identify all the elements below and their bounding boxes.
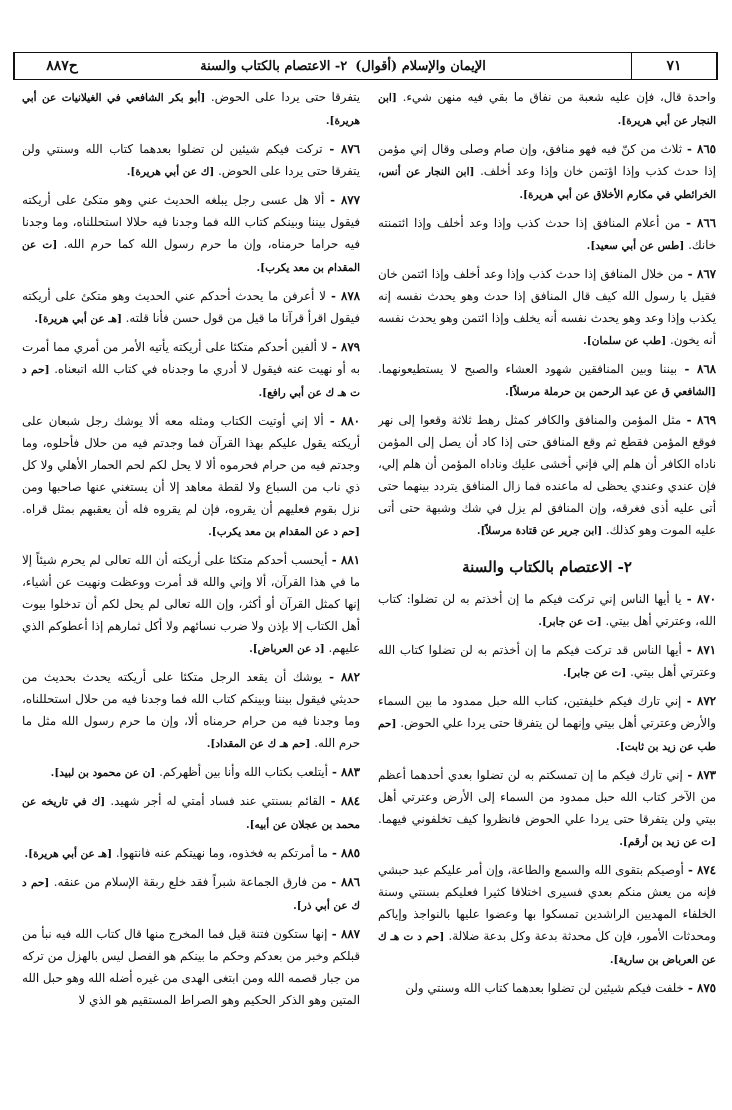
number-dash: -	[322, 670, 341, 684]
hadith-text: أيتلعب بكتاب الله وأنا بين أظهركم.	[159, 765, 328, 779]
number-dash: -	[324, 193, 341, 207]
hadith-entry	[22, 790, 360, 836]
number-dash: -	[680, 216, 697, 230]
hadith-source: [ت عن جابر].	[538, 616, 602, 628]
hadith-range: ح٨٨٧	[14, 53, 109, 79]
hadith-source: [ك عن أبي هريرة].	[126, 166, 215, 178]
hadith-source: [ك في تاريخه عن محمد بن عجلان عن أبيه].	[22, 796, 360, 831]
number-dash: -	[677, 362, 697, 376]
hadith-text: تركت فيكم شيئين لن تضلوا بعدهما كتاب الله وسنتي ولن يتفرقا حتى يردا على الحوض.	[22, 142, 360, 178]
hadith-source: [حم هـ ك عن المقداد].	[206, 738, 311, 750]
hadith-entry	[378, 859, 716, 971]
number-dash: -	[326, 875, 341, 889]
hadith-entry	[22, 189, 360, 279]
hadith-number: ٨٧٥	[696, 981, 716, 995]
right-column	[378, 86, 716, 1096]
right-column-entries-after	[378, 588, 716, 999]
hadith-entry	[378, 764, 716, 853]
number-dash: -	[681, 142, 697, 156]
hadith-number: ٨٦٩	[696, 413, 716, 427]
number-dash: -	[682, 768, 697, 782]
hadith-text: بيننا وبين المنافقين شهود العشاء والصبح لا يستطيعونهما.	[378, 362, 678, 376]
hadith-number: ٨٧٦	[340, 142, 360, 156]
hadith-number: ٨٨٤	[340, 794, 360, 808]
hadith-number: ٨٨٢	[340, 670, 360, 684]
hadith-source: [الشافعي ق عن عبد الرحمن بن حرملة مرسلاً].	[505, 386, 716, 398]
hadith-number: ٨٧٩	[340, 340, 360, 354]
hadith-entry	[378, 212, 716, 257]
hadith-source: [ابن جرير عن قتادة مرسلاً].	[476, 525, 603, 537]
hadith-text: إنها ستكون فتنة قيل فما المخرج منها قال كتاب الله فيه نبأ من قبلكم وخبر من بعدكم وحكم ما بينكم هو الفصل ليس بالهزل من تركه من جبار قصمه الله ومن ابتغى الهدى من غيره أضله الله وهو حبل الله المتين وهو الذكر الحكيم وهو الصراط المستقيم هو الذي لا	[22, 927, 360, 1007]
hadith-entry	[22, 86, 360, 132]
hadith-source: [طس عن أبي سعيد].	[586, 240, 685, 252]
hadith-source: [ابن النجار عن أنس، الخرائطي في مكارم الأخلاق عن أبي هريرة].	[378, 166, 716, 201]
hadith-entry	[378, 86, 716, 132]
hadith-text: لا أعرفن ما يحدث أحدكم عني الحديث وهو متكئ على أريكته فيقول اقرأ قرآنا ما قيل من قول حسن فأنا قلته.	[22, 289, 360, 325]
hadith-entry	[378, 639, 716, 684]
hadith-entry	[378, 358, 716, 403]
hadith-entry	[378, 690, 716, 758]
hadith-text: ما أمرتكم به فخذوه، وما نهيتكم عنه فانتهوا.	[115, 846, 328, 860]
hadith-entry	[22, 871, 360, 917]
hadith-source: [حم د عن المقدام بن معد يكرب].	[208, 526, 360, 538]
hadith-source: [طب عن سلمان].	[583, 335, 667, 347]
hadith-source: [حم د ت هـ ك عن أبي رافع].	[22, 364, 360, 399]
hadith-number: ٨٨٦	[341, 875, 360, 889]
hadith-entry	[22, 549, 360, 660]
hadith-entry	[22, 761, 360, 784]
hadith-source: [هـ عن أبي هريرة].	[24, 848, 113, 860]
hadith-number: ٨٧٠	[696, 592, 716, 606]
hadith-number: ٨٧٨	[340, 289, 360, 303]
book-title: الإيمان والإسلام (أقوال)	[355, 58, 486, 74]
hadith-source: [ن عن محمود بن لبيد].	[50, 767, 156, 779]
hadith-text: إني تارك فيكم خليفتين، كتاب الله حبل ممدود ما بين السماء والأرض وعترتي أهل بيتي وإنهما لن يتفرقا حتى يردا علي الحوض.	[378, 694, 716, 730]
hadith-source: [د عن العرباض].	[249, 643, 325, 655]
hadith-number: ٨٨٠	[340, 414, 360, 428]
hadith-entry	[22, 923, 360, 1011]
hadith-text: إني تارك فيكم ما إن تمسكتم به لن تضلوا بعدي أحدهما أعظم من الآخر كتاب الله حبل ممدود من السماء إلى الأرض وعترتي أهل بيتي ولن يتفرقا حتى يردا علي الحوض فانظروا كيف تخلفوني فيهما.	[378, 768, 716, 826]
hadith-number: ٨٧٧	[340, 193, 360, 207]
hadith-entry	[22, 666, 360, 755]
hadith-text: أيحسب أحدكم متكئا على أريكته أن الله تعالى لم يحرم شيئاً إلا ما في هذا القرآن، ألا وإني والله قد أمرت ووعظت ونهيت عن أشياء، إنها كمثل القرآن أو أكثر، وإن الله تعالى لم يحل لكم أن تدخلوا بيوت أهل الكتاب إلا بإذن ولا ضرب نسائهم ولا أكل ثمارهم إذا أعطوكم الذي عليهم.	[22, 553, 360, 655]
hadith-entry	[378, 138, 716, 206]
hadith-source: [ت عن جابر].	[562, 667, 627, 679]
number-dash: -	[683, 863, 697, 877]
number-dash: -	[325, 289, 341, 303]
number-dash: -	[681, 643, 697, 657]
hadith-entry	[22, 410, 360, 543]
number-dash: -	[327, 846, 341, 860]
hadith-number: ٨٦٥	[696, 142, 716, 156]
hadith-text: خلفت فيكم شيئين لن تضلوا بعدهما كتاب الله وسنتي ولن	[405, 981, 684, 995]
left-column	[22, 86, 360, 1096]
header-spacer	[577, 53, 632, 79]
number-dash: -	[327, 765, 341, 779]
section-title: ٢- الاعتصام بالكتاب والسنة	[462, 558, 632, 576]
hadith-source: [ابن النجار عن أبي هريرة].	[378, 92, 716, 127]
number-dash: -	[681, 413, 697, 427]
number-dash: -	[327, 340, 341, 354]
number-dash: -	[327, 927, 341, 941]
hadith-text: أيها الناس قد تركت فيكم ما إن أخذتم به لن تضلوا كتاب الله وعترتي أهل بيتي.	[378, 643, 716, 679]
number-dash: -	[683, 267, 697, 281]
hadith-source: [حم طب عن زيد بن ثابت].	[378, 718, 716, 753]
number-dash: -	[323, 414, 341, 428]
page-header	[13, 52, 718, 80]
hadith-number: ٨٨٥	[340, 846, 360, 860]
number-dash: -	[681, 592, 697, 606]
hadith-text: من خلال المنافق إذا حدث كذب وإذا وعد أخلف وإذا ائتمن خان فقيل يا رسول الله كيف قال المنافق إذا حدث وهو يحدث نفسه إنه يكذب وإذا وعد وهو يحدث نفسه أنه يخلف وإذا ائتمن وهو يحدث نفسه أنه يخون.	[378, 267, 716, 347]
hadith-entry	[22, 336, 360, 404]
hadith-number: ٨٨٣	[340, 765, 360, 779]
hadith-text: ألا إني أوتيت الكتاب ومثله معه ألا يوشك رجل شبعان على أريكته يقول عليكم بهذا القرآن فما وجدتم فيه من حلال فأحلوه، وما وجدتم فيه من حرام فحرموه ألا لا يحل لكم لحم الحمار الأهلي ولا كل ذي ناب من السباع ولا لقطة معاهد إلا أن يستغني عنها صاحبها ومن نزل بقوم فعليهم أن يقروه، فإن لم يقروه فله أن يعقبهم بمثل قراه.	[22, 414, 360, 516]
hadith-source: [أبو بكر الشافعي في الغيلانيات عن أبي هريرة].	[22, 92, 360, 127]
hadith-text: من أعلام المنافق إذا حدث كذب وإذا وعد أخلف وإذا ائتمنته خانك.	[378, 216, 716, 252]
hadith-text: ألا هل عسى رجل يبلغه الحديث عني وهو متكئ على أريكته فيقول بيننا وبينكم كتاب الله فما وجدنا فيه حلالا استحللناه، وما وجدنا فيه حراما حرمناه، وإن ما حرم رسول الله كما حرم الله.	[22, 193, 360, 251]
hadith-entry	[22, 285, 360, 330]
hadith-entry	[378, 588, 716, 633]
hadith-source: [ت عن زيد بن أرقم].	[619, 836, 716, 848]
left-column-entries	[22, 86, 360, 1011]
running-title	[109, 53, 577, 79]
hadith-text: من فارق الجماعة شبراً فقد خلع ربقة الإسلام من عنقه.	[53, 875, 327, 889]
number-dash: -	[322, 142, 341, 156]
hadith-source: [حم د ك عن أبي ذر].	[22, 877, 360, 912]
hadith-text: القائم بسنتي عند فساد أمتي له أجر شهيد.	[110, 794, 326, 808]
hadith-number: ٨٧٤	[696, 863, 716, 877]
hadith-entry	[378, 263, 716, 352]
chapter-title: ٢- الاعتصام بالكتاب والسنة	[200, 58, 348, 74]
right-column-entries	[378, 86, 716, 542]
hadith-text: ثلاث من كنّ فيه فهو منافق، وإن صام وصلى وقال إني مؤمن إذا حدث كذب وإذا اؤتمن خان وإذا وعد أخلف.	[378, 142, 716, 178]
hadith-entry	[378, 409, 716, 542]
number-dash: -	[325, 794, 341, 808]
hadith-text: مثل المؤمن والمنافق والكافر كمثل رهط ثلاثة وقعوا إلى نهر فوقع المؤمن فقطع ثم وقع المنافق حتى إذا كاد أن يصل إلى المؤمن ناداه الكافر أن هلم إلي فإني أخشى عليك وناداه المؤمن أن هلم إلي، فإن عندي وعندي يحظى له ماعنده فما زال المنافق يتردد بينهما حتى أتى عليه أذى فغرقه، وإن المنافق لم يزل في شك وشبهة حتى أتى عليه الموت وهو كذلك.	[378, 413, 716, 537]
hadith-entry	[22, 138, 360, 183]
hadith-number: ٨٨١	[340, 553, 360, 567]
hadith-text: يتفرقا حتى يردا على الحوض.	[210, 90, 360, 104]
hadith-text: واحدة قال، فإن عليه شعبة من نفاق ما بقي فيه منهن شيء.	[402, 90, 716, 104]
hadith-number: ٨٨٧	[340, 927, 360, 941]
hadith-text: يا أيها الناس إني تركت فيكم ما إن أخذتم به لن تضلوا: كتاب الله، وعترتي أهل بيتي.	[378, 592, 716, 628]
number-dash: -	[681, 694, 697, 708]
hadith-entry	[22, 842, 360, 865]
hadith-source: [ت عن المقدام بن معد يكرب].	[22, 239, 360, 274]
hadith-text: لا ألفين أحدكم متكئا على أريكته يأتيه الأمر من أمري مما أمرت به أو نهيت عنه فيقول لا أدري ما وجدناه في كتاب الله اتبعناه.	[22, 340, 360, 376]
hadith-number: ٨٧٣	[696, 768, 716, 782]
hadith-source: [هـ عن أبي هريرة].	[34, 313, 122, 325]
hadith-number: ٨٧١	[696, 643, 716, 657]
hadith-number: ٨٦٦	[696, 216, 716, 230]
hadith-text: أوصيكم بتقوى الله والسمع والطاعة، وإن أمر عليكم عبد حبشي فإنه من يعش منكم بعدي فسيرى اختلافا كثيرا فعليكم بسنتي وسنة الخلفاء المهديين الراشدين تمسكوا بها وعضوا عليها بالنواجذ وإياكم ومحدثات الأمور، فإن كل محدثة بدعة وكل بدعة ضلالة.	[378, 863, 716, 943]
hadith-entry	[378, 977, 716, 999]
hadith-number: ٨٦٨	[696, 362, 716, 376]
hadith-number: ٨٧٢	[696, 694, 716, 708]
number-dash: -	[327, 553, 341, 567]
hadith-number: ٨٦٧	[696, 267, 716, 281]
page-number: ٧١	[632, 53, 717, 79]
number-dash: -	[683, 981, 697, 995]
hadith-source: [حم د ت هـ ك عن العرباض بن سارية].	[378, 931, 716, 966]
hadith-text: يوشك أن يقعد الرجل متكئا على أريكته يحدث بحديث من حديثي فيقول بيننا وبينكم كتاب الله فما وجدنا فيه من حلال استحللناه، وما وجدنا فيه من حرام حرمناه ألا، وإن ما حرم رسول الله مثل ما حرم الله.	[22, 670, 360, 750]
